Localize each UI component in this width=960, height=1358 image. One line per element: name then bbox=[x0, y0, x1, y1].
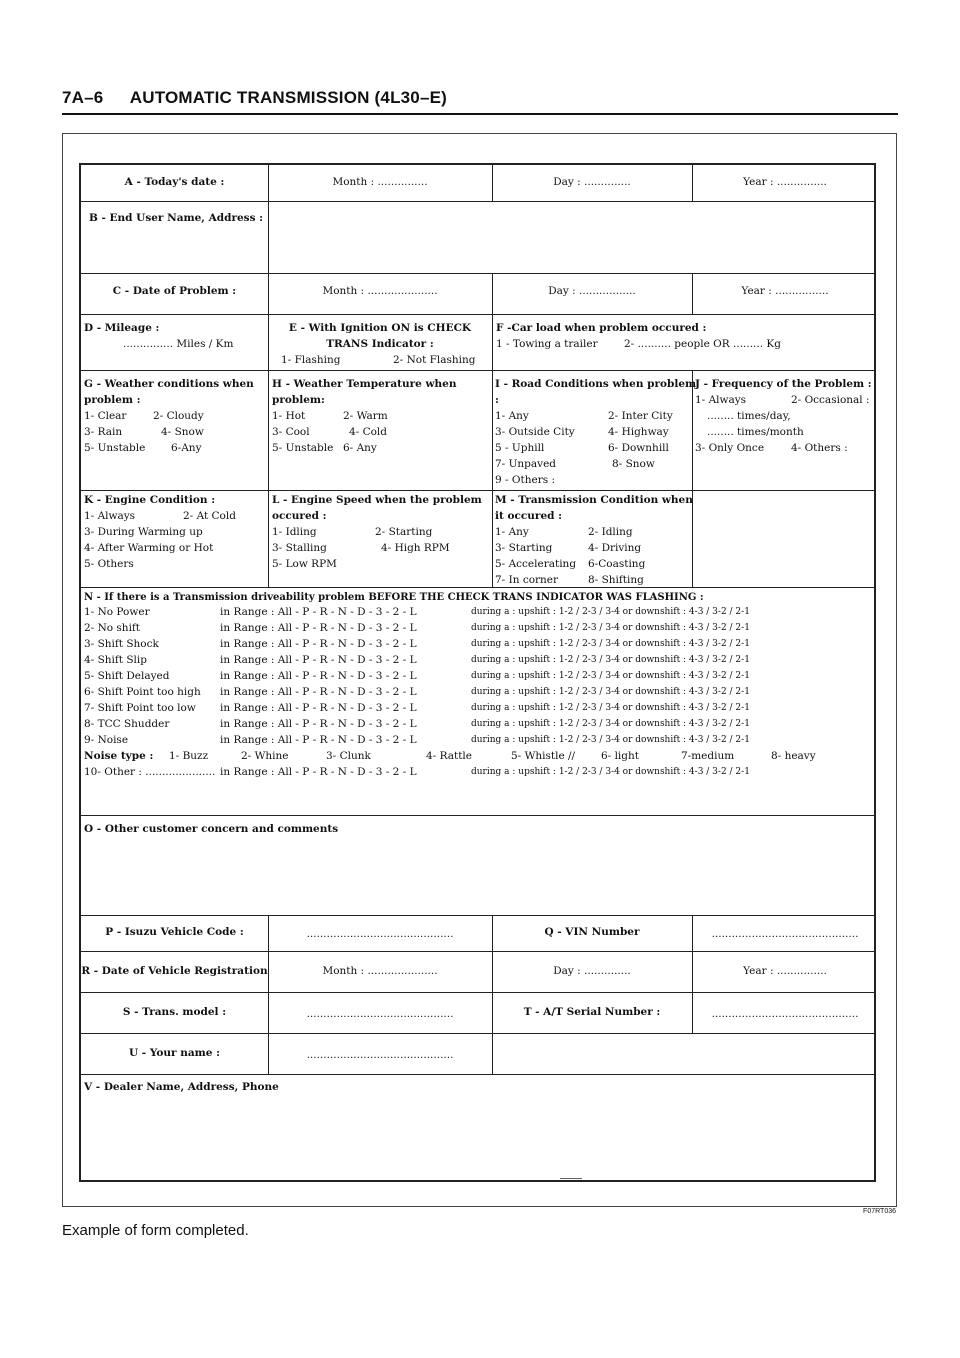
noise-type-label: Noise type : bbox=[84, 750, 154, 762]
problem-range[interactable]: in Range : All - P - R - N - D - 3 - 2 - L bbox=[220, 718, 417, 730]
field-h-label-2: problem: bbox=[272, 394, 325, 406]
field-m-option[interactable]: 3- Starting bbox=[495, 542, 553, 554]
field-k-option[interactable]: 2- At Cold bbox=[183, 510, 236, 522]
row-divider bbox=[81, 370, 874, 371]
col-divider bbox=[692, 370, 693, 587]
field-e-label-2: TRANS Indicator : bbox=[326, 338, 434, 350]
field-h-option[interactable]: 3- Cool bbox=[272, 426, 310, 438]
row-divider bbox=[81, 587, 874, 588]
field-f-option-2[interactable]: 2- .......... people OR ......... Kg bbox=[624, 338, 781, 350]
row-divider bbox=[81, 815, 874, 816]
field-u-label: U - Your name : bbox=[129, 1047, 220, 1059]
field-g-label-2: problem : bbox=[84, 394, 141, 406]
figure-code: F07RT036 bbox=[863, 1208, 896, 1215]
problem-range[interactable]: in Range : All - P - R - N - D - 3 - 2 - L bbox=[220, 670, 417, 682]
problem-during[interactable]: during a : upshift : 1-2 / 2-3 / 3-4 or downshift : 4-3 / 3-2 / 2-1 bbox=[471, 687, 750, 697]
problem-range[interactable]: in Range : All - P - R - N - D - 3 - 2 - L bbox=[220, 622, 417, 634]
field-j-times-month[interactable]: ........ times/month bbox=[707, 426, 804, 438]
field-r-month[interactable]: Month : ..................... bbox=[322, 965, 438, 977]
field-q-value[interactable]: ............................................ bbox=[711, 928, 859, 940]
field-i-label-2: : bbox=[495, 394, 499, 406]
field-a-month[interactable]: Month : ............... bbox=[332, 176, 428, 188]
field-h-option[interactable]: 1- Hot bbox=[272, 410, 306, 422]
field-g-option[interactable]: 1- Clear bbox=[84, 410, 127, 422]
row-divider bbox=[81, 490, 874, 491]
field-h-option[interactable]: 6- Any bbox=[343, 442, 377, 454]
field-g-option[interactable]: 6-Any bbox=[171, 442, 202, 454]
field-m-option[interactable]: 6-Coasting bbox=[588, 558, 646, 570]
page-title: AUTOMATIC TRANSMISSION (4L30–E) bbox=[129, 88, 448, 107]
problem-during[interactable]: during a : upshift : 1-2 / 2-3 / 3-4 or downshift : 4-3 / 3-2 / 2-1 bbox=[471, 703, 750, 713]
field-k-label: K - Engine Condition : bbox=[84, 494, 216, 506]
noise-type-option[interactable]: 3- Clunk bbox=[326, 750, 371, 762]
field-l-option[interactable]: 3- Stalling bbox=[272, 542, 327, 554]
field-k-option[interactable]: 3- During Warming up bbox=[84, 526, 203, 538]
field-o-label: O - Other customer concern and comments bbox=[84, 823, 339, 835]
field-n-label: N - If there is a Transmission driveability problem BEFORE THE CHECK TRANS INDICATOR WAS FLASHING : bbox=[84, 592, 704, 603]
field-c-label: C - Date of Problem : bbox=[112, 285, 237, 297]
problem-name[interactable]: 8- TCC Shudder bbox=[84, 718, 170, 730]
field-m-label-2: it occured : bbox=[495, 510, 563, 522]
field-m-label: M - Transmission Condition when bbox=[495, 494, 693, 506]
problem-range[interactable]: in Range : All - P - R - N - D - 3 - 2 - L bbox=[220, 686, 417, 698]
field-j-option[interactable]: 2- Occasional : bbox=[791, 394, 870, 406]
field-k-option[interactable]: 1- Always bbox=[84, 510, 136, 522]
field-s-label: S - Trans. model : bbox=[122, 1006, 227, 1018]
problem-during[interactable]: during a : upshift : 1-2 / 2-3 / 3-4 or downshift : 4-3 / 3-2 / 2-1 bbox=[471, 671, 750, 681]
field-g-option[interactable]: 4- Snow bbox=[161, 426, 204, 438]
field-r-year[interactable]: Year : ............... bbox=[743, 965, 827, 977]
field-l-option[interactable]: 5- Low RPM bbox=[272, 558, 337, 570]
problem-during[interactable]: during a : upshift : 1-2 / 2-3 / 3-4 or downshift : 4-3 / 3-2 / 2-1 bbox=[471, 719, 750, 729]
field-g-option[interactable]: 3- Rain bbox=[84, 426, 123, 438]
problem-other-name[interactable]: 10- Other : ..................... bbox=[84, 766, 216, 778]
field-m-option[interactable]: 2- Idling bbox=[588, 526, 633, 538]
field-m-option[interactable]: 8- Shifting bbox=[588, 574, 644, 586]
field-i-option[interactable]: 7- Unpaved bbox=[495, 458, 557, 470]
field-j-option[interactable]: 1- Always bbox=[695, 394, 747, 406]
problem-name[interactable]: 4- Shift Slip bbox=[84, 654, 147, 666]
field-h-option[interactable]: 5- Unstable bbox=[272, 442, 334, 454]
field-i-option[interactable]: 9 - Others : bbox=[495, 474, 555, 486]
problem-during[interactable]: during a : upshift : 1-2 / 2-3 / 3-4 or downshift : 4-3 / 3-2 / 2-1 bbox=[471, 623, 750, 633]
problem-name[interactable]: 6- Shift Point too high bbox=[84, 686, 201, 698]
field-b-label: B - End User Name, Address : bbox=[89, 212, 264, 224]
field-g-label: G - Weather conditions when bbox=[84, 378, 254, 390]
row-divider bbox=[81, 915, 874, 916]
row-divider bbox=[81, 314, 874, 315]
problem-name[interactable]: 1- No Power bbox=[84, 606, 150, 618]
noise-type-option[interactable]: 1- Buzz bbox=[169, 750, 209, 762]
field-a-day[interactable]: Day : .............. bbox=[553, 176, 631, 188]
problem-other-during[interactable]: during a : upshift : 1-2 / 2-3 / 3-4 or downshift : 4-3 / 3-2 / 2-1 bbox=[471, 767, 750, 777]
field-e-option-1[interactable]: 1- Flashing bbox=[281, 354, 341, 366]
field-j-times-day[interactable]: ........ times/day, bbox=[707, 410, 791, 422]
field-i-option[interactable]: 2- Inter City bbox=[608, 410, 673, 422]
noise-type-option[interactable]: 4- Rattle bbox=[426, 750, 472, 762]
field-j-option[interactable]: 3- Only Once bbox=[695, 442, 765, 454]
problem-name[interactable]: 9- Noise bbox=[84, 734, 129, 746]
field-f-option-1[interactable]: 1 - Towing a trailer bbox=[496, 338, 598, 350]
problem-range[interactable]: in Range : All - P - R - N - D - 3 - 2 - L bbox=[220, 734, 417, 746]
row-divider bbox=[81, 273, 874, 274]
field-l-option[interactable]: 2- Starting bbox=[375, 526, 433, 538]
noise-type-option[interactable]: 6- light bbox=[601, 750, 639, 762]
field-j-label: J - Frequency of the Problem : bbox=[695, 378, 872, 390]
field-c-day[interactable]: Day : ................. bbox=[548, 285, 636, 297]
field-p-value[interactable]: ............................................ bbox=[306, 928, 454, 940]
row-divider bbox=[81, 992, 874, 993]
problem-name[interactable]: 5- Shift Delayed bbox=[84, 670, 170, 682]
field-t-value[interactable]: ............................................ bbox=[711, 1008, 859, 1020]
noise-type-option[interactable]: 8- heavy bbox=[771, 750, 816, 762]
field-a-year[interactable]: Year : ............... bbox=[743, 176, 827, 188]
field-e-label: E - With Ignition ON is CHECK bbox=[288, 322, 472, 334]
row-divider bbox=[81, 1033, 874, 1034]
field-i-option[interactable]: 3- Outside City bbox=[495, 426, 575, 438]
field-k-option[interactable]: 4- After Warming or Hot bbox=[84, 542, 214, 554]
row-divider bbox=[81, 201, 874, 202]
field-p-label: P - Isuzu Vehicle Code : bbox=[105, 926, 244, 938]
field-h-option[interactable]: 4- Cold bbox=[349, 426, 388, 438]
field-i-option[interactable]: 8- Snow bbox=[612, 458, 655, 470]
field-j-option[interactable]: 4- Others : bbox=[791, 442, 848, 454]
problem-during[interactable]: during a : upshift : 1-2 / 2-3 / 3-4 or downshift : 4-3 / 3-2 / 2-1 bbox=[471, 735, 750, 745]
page-number: 7A–6 bbox=[62, 88, 104, 107]
field-l-option[interactable]: 1- Idling bbox=[272, 526, 317, 538]
field-u-value[interactable]: ............................................ bbox=[306, 1049, 454, 1061]
page-header bbox=[62, 88, 447, 108]
field-i-label: I - Road Conditions when problem bbox=[495, 378, 697, 390]
field-h-option[interactable]: 2- Warm bbox=[343, 410, 388, 422]
field-a-label: A - Today's date : bbox=[124, 176, 225, 188]
field-d-label: D - Mileage : bbox=[84, 322, 160, 334]
problem-range[interactable]: in Range : All - P - R - N - D - 3 - 2 - L bbox=[220, 654, 417, 666]
field-m-option[interactable]: 1- Any bbox=[495, 526, 529, 538]
field-g-option[interactable]: 5- Unstable bbox=[84, 442, 146, 454]
field-q-label: Q - VIN Number bbox=[544, 926, 640, 938]
figure-caption: Example of form completed. bbox=[62, 1222, 249, 1239]
problem-name[interactable]: 2- No shift bbox=[84, 622, 141, 634]
problem-during[interactable]: during a : upshift : 1-2 / 2-3 / 3-4 or downshift : 4-3 / 3-2 / 2-1 bbox=[471, 607, 750, 617]
field-d-value[interactable]: ............... Miles / Km bbox=[123, 338, 234, 350]
customer-questionnaire-form bbox=[79, 163, 876, 1182]
field-e-option-2[interactable]: 2- Not Flashing bbox=[393, 354, 476, 366]
field-r-day[interactable]: Day : .............. bbox=[553, 965, 631, 977]
field-c-year[interactable]: Year : ................ bbox=[741, 285, 829, 297]
field-i-option[interactable]: 4- Highway bbox=[608, 426, 669, 438]
row-divider bbox=[81, 951, 874, 952]
field-s-value[interactable]: ............................................ bbox=[306, 1008, 454, 1020]
field-h-label: H - Weather Temperature when bbox=[272, 378, 457, 390]
field-l-label: L - Engine Speed when the problem bbox=[272, 494, 482, 506]
field-c-month[interactable]: Month : ..................... bbox=[322, 285, 438, 297]
problem-during[interactable]: during a : upshift : 1-2 / 2-3 / 3-4 or downshift : 4-3 / 3-2 / 2-1 bbox=[471, 639, 750, 649]
noise-type-option[interactable]: 5- Whistle // bbox=[511, 750, 576, 762]
col-divider bbox=[268, 314, 269, 587]
problem-range[interactable]: in Range : All - P - R - N - D - 3 - 2 - L bbox=[220, 606, 417, 618]
field-r-label: R - Date of Vehicle Registration bbox=[81, 965, 268, 977]
field-i-option[interactable]: 6- Downhill bbox=[608, 442, 669, 454]
field-i-option[interactable]: 1- Any bbox=[495, 410, 529, 422]
field-v-label: V - Dealer Name, Address, Phone bbox=[84, 1081, 279, 1093]
problem-range[interactable]: in Range : All - P - R - N - D - 3 - 2 - L bbox=[220, 702, 417, 714]
field-m-option[interactable]: 7- In corner bbox=[495, 574, 559, 586]
noise-type-option[interactable]: 7-medium bbox=[681, 750, 735, 762]
col-divider bbox=[492, 314, 493, 587]
header-rule bbox=[62, 113, 898, 115]
problem-other-range[interactable]: in Range : All - P - R - N - D - 3 - 2 - L bbox=[220, 766, 417, 778]
row-divider bbox=[81, 1074, 874, 1075]
stray-mark bbox=[560, 1178, 582, 1179]
field-t-label: T - A/T Serial Number : bbox=[523, 1006, 661, 1018]
field-l-label-2: occured : bbox=[272, 510, 327, 522]
field-l-option[interactable]: 4- High RPM bbox=[381, 542, 450, 554]
field-m-option[interactable]: 5- Accelerating bbox=[495, 558, 577, 570]
field-f-label: F -Car load when problem occured : bbox=[496, 322, 707, 334]
field-g-option[interactable]: 2- Cloudy bbox=[153, 410, 204, 422]
problem-name[interactable]: 3- Shift Shock bbox=[84, 638, 159, 650]
field-k-option[interactable]: 5- Others bbox=[84, 558, 134, 570]
field-m-option[interactable]: 4- Driving bbox=[588, 542, 642, 554]
problem-during[interactable]: during a : upshift : 1-2 / 2-3 / 3-4 or downshift : 4-3 / 3-2 / 2-1 bbox=[471, 655, 750, 665]
problem-range[interactable]: in Range : All - P - R - N - D - 3 - 2 - L bbox=[220, 638, 417, 650]
noise-type-option[interactable]: 2- Whine bbox=[241, 750, 289, 762]
problem-name[interactable]: 7- Shift Point too low bbox=[84, 702, 196, 714]
field-i-option[interactable]: 5 - Uphill bbox=[495, 442, 545, 454]
